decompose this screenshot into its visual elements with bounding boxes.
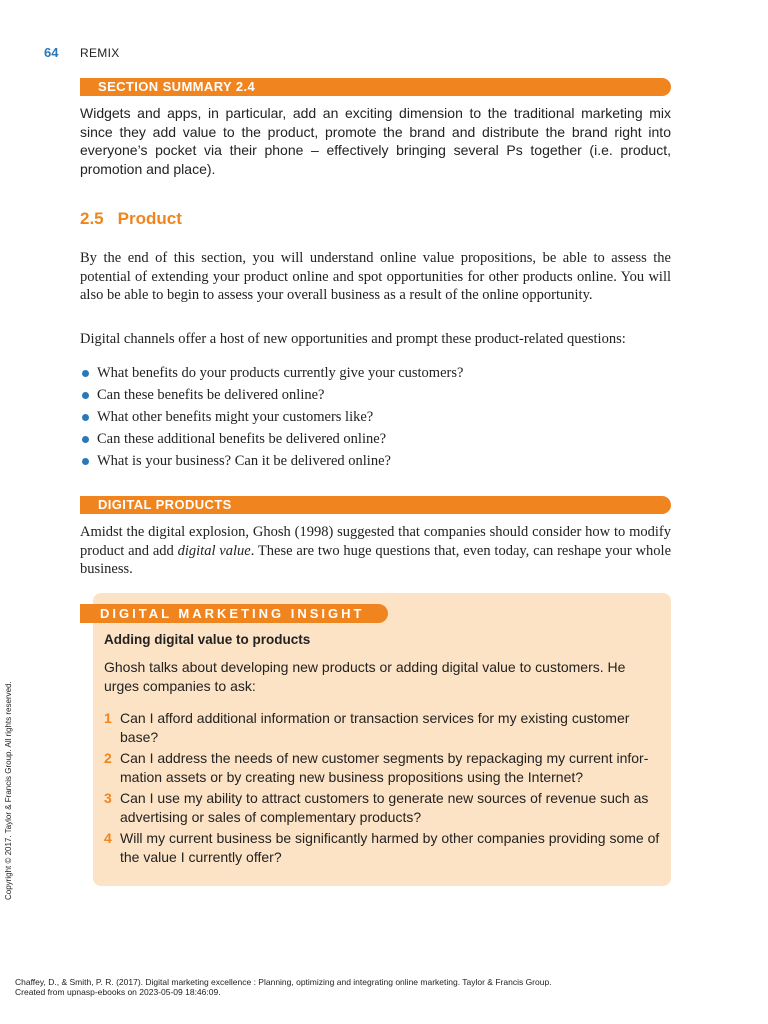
list-item: 3 Can I use my ability to attract customers to generate new sources of revenue such as advertising or sales of complementary products? <box>104 790 649 825</box>
emphasis-text: digital value <box>177 542 251 559</box>
section-intro: By the end of this section, you will understand online value propositions, be able to assess the potential of extending your product online and spot opportunities for other products online. You will also be able to begin to assess your overall business as a result of the online opportunity. <box>80 250 671 303</box>
item-number: 4 <box>104 830 112 846</box>
list-item: 4 Will my current business be significantly harmed by other companies providing some of the value I currently offer? <box>104 830 660 865</box>
page-number: 64 <box>44 45 59 60</box>
section-summary-bar <box>80 78 671 96</box>
insight-label: DIGITAL MARKETING INSIGHT <box>100 606 365 621</box>
list-item: What benefits do your products currently give your customers? <box>80 362 671 384</box>
section-heading <box>80 209 182 229</box>
digital-products-bar <box>80 496 671 514</box>
insight-title: Adding digital value to products <box>104 632 311 647</box>
insight-tab <box>80 604 388 623</box>
footer-citation: Chaffey, D., & Smith, P. R. (2017). Digital marketing excellence : Planning, optimizing and integrating online marketing. Taylor & Francis Group. <box>15 977 552 987</box>
footer-created: Created from upnasp-ebooks on 2023-05-09 18:46:09. <box>15 987 221 997</box>
digital-products-label: DIGITAL PRODUCTS <box>98 497 232 512</box>
insight-intro: Ghosh talks about developing new products or adding digital value to customers. He urges companies to ask: <box>104 659 626 694</box>
running-head: REMIX <box>80 46 120 60</box>
list-item: What is your business? Can it be delivered online? <box>80 450 671 472</box>
section-summary-label: SECTION SUMMARY 2.4 <box>98 79 256 94</box>
section-lead: Digital channels offer a host of new opportunities and prompt these product-related questions: <box>80 331 626 347</box>
section-summary-text: Widgets and apps, in particular, add an exciting dimension to the traditional marketing mix since they add value to the product, promote the brand and distribute the brand right into everyone’s pocket via their phone – effectively bringing several Ps together (i.e. product, promotion and place). <box>80 105 671 177</box>
side-copyright: Copyright © 2017. Taylor & Francis Group. All rights reserved. <box>4 681 13 900</box>
digital-products-text: Amidst the digital explosion, Ghosh (1998) suggested that companies should consider how to modify product and add digital value. These are two huge questions that, even today, can reshape your whole business. <box>80 524 672 577</box>
bullet-icon <box>82 436 89 443</box>
item-number: 1 <box>104 710 112 726</box>
item-number: 2 <box>104 750 112 766</box>
bullet-icon <box>82 458 89 465</box>
section-number: 2.5 <box>80 209 104 228</box>
list-item: 2 Can I address the needs of new customer segments by repackaging my current infor-mation assets or by creating new business propositions using the Internet? <box>104 750 649 785</box>
question-list <box>80 362 671 472</box>
list-item: Can these benefits be delivered online? <box>80 384 671 406</box>
bullet-icon <box>82 370 89 377</box>
list-item: Can these additional benefits be delivered online? <box>80 428 671 450</box>
footer <box>15 977 552 997</box>
list-item: What other benefits might your customers like? <box>80 406 671 428</box>
bullet-icon <box>82 392 89 399</box>
item-number: 3 <box>104 790 112 806</box>
section-title: Product <box>117 209 182 228</box>
bullet-icon <box>82 414 89 421</box>
list-item: 1 Can I afford additional information or transaction services for my existing customer base? <box>104 710 630 745</box>
insight-list <box>104 709 660 869</box>
